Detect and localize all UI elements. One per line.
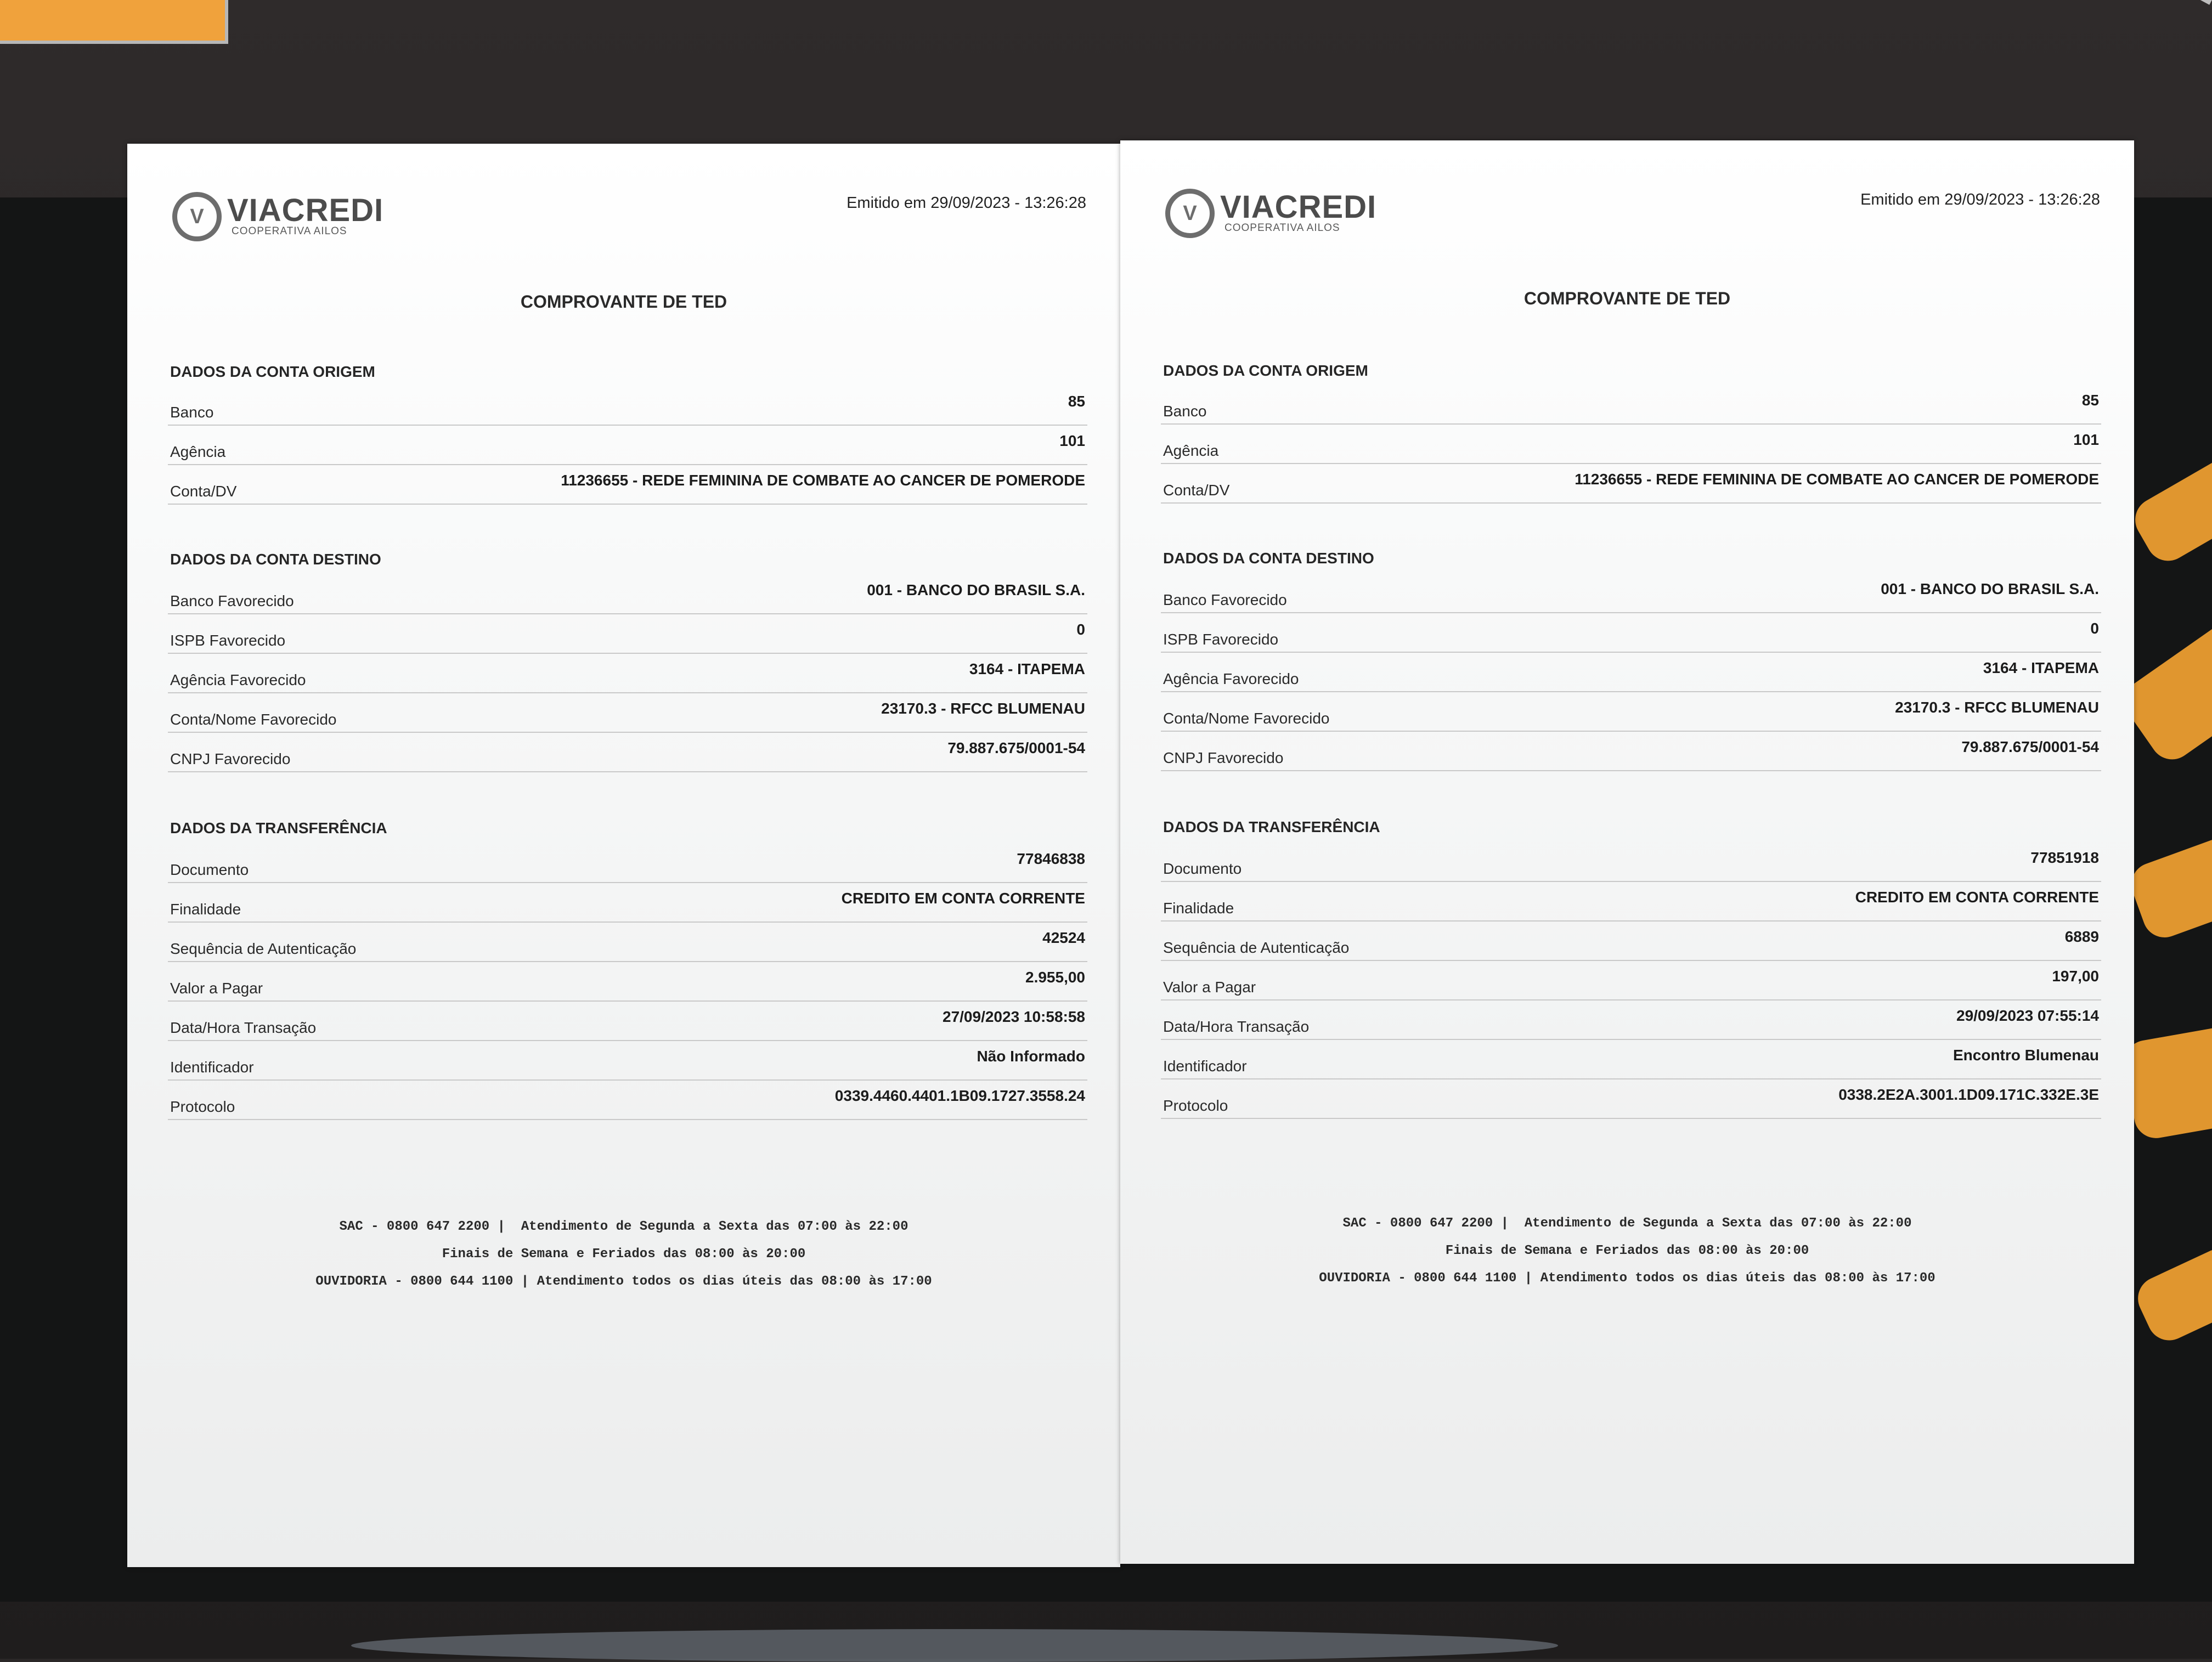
footer-weekend-line: Finais de Semana e Feriados das 08:00 às 20:00 xyxy=(442,1247,806,1262)
table-row xyxy=(1161,882,2101,922)
row-value: 11236655 - REDE FEMININA DE COMBATE AO CANCER DE POMERODE xyxy=(561,472,1085,489)
issued-timestamp: Emitido em 29/09/2023 - 13:26:28 xyxy=(847,194,1086,212)
logo-name: VIACREDI xyxy=(227,193,384,228)
table-row xyxy=(1161,1079,2101,1119)
row-value: 79.887.675/0001-54 xyxy=(947,739,1085,756)
row-label: Valor a Pagar xyxy=(1163,979,1256,996)
row-value: 001 - BANCO DO BRASIL S.A. xyxy=(1881,580,2099,597)
row-value: CREDITO EM CONTA CORRENTE xyxy=(1855,889,2099,906)
table-row xyxy=(1161,464,2101,504)
row-label: Data/Hora Transação xyxy=(170,1019,317,1036)
issued-timestamp: Emitido em 29/09/2023 - 13:26:28 xyxy=(1860,191,2100,208)
row-label: ISPB Favorecido xyxy=(170,632,286,649)
row-label: Conta/DV xyxy=(1163,482,1230,499)
fabric-edge xyxy=(351,1629,1558,1662)
section-destino-heading: DADOS DA CONTA DESTINO xyxy=(1163,550,1374,567)
row-label: Banco Favorecido xyxy=(1163,591,1287,608)
row-label: Conta/Nome Favorecido xyxy=(1163,710,1330,727)
row-label: Finalidade xyxy=(1163,900,1234,917)
table-row xyxy=(1161,1000,2101,1040)
row-value: 27/09/2023 10:58:58 xyxy=(943,1008,1085,1025)
table-row xyxy=(168,693,1087,733)
row-value: 23170.3 - RFCC BLUMENAU xyxy=(1895,699,2099,716)
mat-stripe xyxy=(2131,1241,2212,1347)
section-transferencia-heading: DADOS DA TRANSFERÊNCIA xyxy=(170,819,387,836)
row-value: Encontro Blumenau xyxy=(1953,1047,2099,1064)
row-label: ISPB Favorecido xyxy=(1163,631,1279,648)
table-row xyxy=(1161,574,2101,613)
row-label: Valor a Pagar xyxy=(170,980,263,997)
footer-ouvidoria-line: OUVIDORIA - 0800 644 1100 | Atendimento todos os dias úteis das 08:00 às 17:00 xyxy=(1319,1271,1936,1286)
row-value: 29/09/2023 07:55:14 xyxy=(1956,1007,2099,1024)
receipt-footer xyxy=(1120,1210,2134,1292)
table-row xyxy=(168,733,1087,772)
row-label: Banco Favorecido xyxy=(170,592,294,609)
table-row xyxy=(168,923,1087,962)
logo-name: VIACREDI xyxy=(1220,189,1377,225)
row-value: 3164 - ITAPEMA xyxy=(1983,659,2099,676)
row-value: 11236655 - REDE FEMININA DE COMBATE AO CANCER DE POMERODE xyxy=(1575,471,2099,488)
row-label: Finalidade xyxy=(170,901,241,918)
section-transferencia-heading: DADOS DA TRANSFERÊNCIA xyxy=(1163,818,1380,835)
table-row xyxy=(1161,961,2101,1000)
receipt-title: COMPROVANTE DE TED xyxy=(520,292,727,312)
row-label: CNPJ Favorecido xyxy=(170,750,291,767)
receipt-sheet-right xyxy=(1120,140,2134,1564)
section-origem-heading: DADOS DA CONTA ORIGEM xyxy=(170,363,375,380)
mat-stripe xyxy=(2127,440,2212,569)
row-label: Identificador xyxy=(170,1059,254,1076)
row-label: Identificador xyxy=(1163,1058,1247,1075)
row-value: 79.887.675/0001-54 xyxy=(1961,738,2099,755)
footer-ouvidoria-line: OUVIDORIA - 0800 644 1100 | Atendimento todos os dias úteis das 08:00 às 17:00 xyxy=(315,1274,932,1289)
row-value: 3164 - ITAPEMA xyxy=(969,660,1085,677)
row-label: CNPJ Favorecido xyxy=(1163,749,1284,766)
footer-sac-line: SAC - 0800 647 2200 | Atendimento de Segunda a Sexta das 07:00 às 22:00 xyxy=(339,1219,909,1234)
table-row xyxy=(168,465,1087,505)
table-row xyxy=(168,1002,1087,1041)
row-value: 77846838 xyxy=(1017,850,1085,867)
row-label: Agência xyxy=(1163,442,1219,459)
row-value: 0339.4460.4401.1B09.1727.3558.24 xyxy=(834,1087,1085,1104)
orange-card-corner xyxy=(0,0,228,44)
table-row xyxy=(1161,1040,2101,1079)
row-label: Data/Hora Transação xyxy=(1163,1018,1310,1035)
table-row xyxy=(1161,922,2101,961)
row-value: 42524 xyxy=(1042,929,1085,946)
table-row xyxy=(168,654,1087,693)
table-row xyxy=(168,1081,1087,1120)
row-label: Agência Favorecido xyxy=(1163,670,1299,687)
viacredi-logo xyxy=(172,192,383,241)
viacredi-logo xyxy=(1165,189,1376,238)
table-row xyxy=(1161,732,2101,771)
table-row xyxy=(168,614,1087,654)
table-row xyxy=(168,386,1087,426)
row-value: 0 xyxy=(1076,621,1085,638)
footer-weekend-line: Finais de Semana e Feriados das 08:00 às 20:00 xyxy=(1445,1243,1809,1258)
mat-stripe xyxy=(2121,1020,2212,1141)
table-row xyxy=(1161,613,2101,653)
row-label: Agência Favorecido xyxy=(170,671,306,688)
logo-subtitle: COOPERATIVA AILOS xyxy=(232,225,347,237)
row-value: Não Informado xyxy=(977,1048,1085,1065)
row-label: Protocolo xyxy=(170,1098,235,1115)
table-row xyxy=(168,575,1087,614)
receipt-title: COMPROVANTE DE TED xyxy=(1523,289,1731,308)
row-value: 85 xyxy=(1068,393,1085,410)
receipt-sheet-left xyxy=(127,144,1120,1567)
row-label: Banco xyxy=(170,404,214,421)
table-row xyxy=(168,1041,1087,1081)
row-value: 101 xyxy=(1059,432,1085,449)
row-value: 6889 xyxy=(2064,928,2099,945)
row-value: 197,00 xyxy=(2052,968,2099,985)
row-value: 101 xyxy=(2073,431,2099,448)
row-value: 77851918 xyxy=(2030,849,2099,866)
row-value: 2.955,00 xyxy=(1025,969,1085,986)
table-row xyxy=(168,426,1087,465)
row-label: Agência xyxy=(170,443,226,460)
table-row xyxy=(1161,425,2101,464)
row-label: Sequência de Autenticação xyxy=(170,940,357,957)
row-value: 001 - BANCO DO BRASIL S.A. xyxy=(867,581,1085,598)
row-value: 0 xyxy=(2090,620,2099,637)
row-label: Documento xyxy=(1163,860,1242,877)
viacredi-logo-icon: V xyxy=(172,192,222,241)
row-label: Documento xyxy=(170,861,249,878)
table-row xyxy=(168,883,1087,923)
section-origem-heading: DADOS DA CONTA ORIGEM xyxy=(1163,362,1368,379)
table-row xyxy=(1161,843,2101,882)
row-value: 23170.3 - RFCC BLUMENAU xyxy=(881,700,1085,717)
table-row xyxy=(1161,653,2101,692)
row-label: Conta/Nome Favorecido xyxy=(170,711,337,728)
row-value: 0338.2E2A.3001.1D09.171C.332E.3E xyxy=(1838,1086,2099,1103)
viacredi-logo-icon: V xyxy=(1165,189,1215,238)
row-value: CREDITO EM CONTA CORRENTE xyxy=(841,890,1085,907)
row-label: Banco xyxy=(1163,403,1207,420)
section-destino-heading: DADOS DA CONTA DESTINO xyxy=(170,551,381,568)
logo-subtitle: COOPERATIVA AILOS xyxy=(1224,222,1340,234)
row-label: Protocolo xyxy=(1163,1097,1228,1114)
row-value: 85 xyxy=(2081,392,2099,409)
mat-stripe xyxy=(2125,823,2212,943)
row-label: Conta/DV xyxy=(170,483,237,500)
table-row xyxy=(1161,692,2101,732)
footer-sac-line: SAC - 0800 647 2200 | Atendimento de Segunda a Sexta das 07:00 às 22:00 xyxy=(1342,1216,1912,1231)
receipt-footer xyxy=(127,1213,1120,1296)
row-label: Sequência de Autenticação xyxy=(1163,939,1350,956)
table-row xyxy=(168,844,1087,883)
table-row xyxy=(168,962,1087,1002)
table-row xyxy=(1161,385,2101,425)
